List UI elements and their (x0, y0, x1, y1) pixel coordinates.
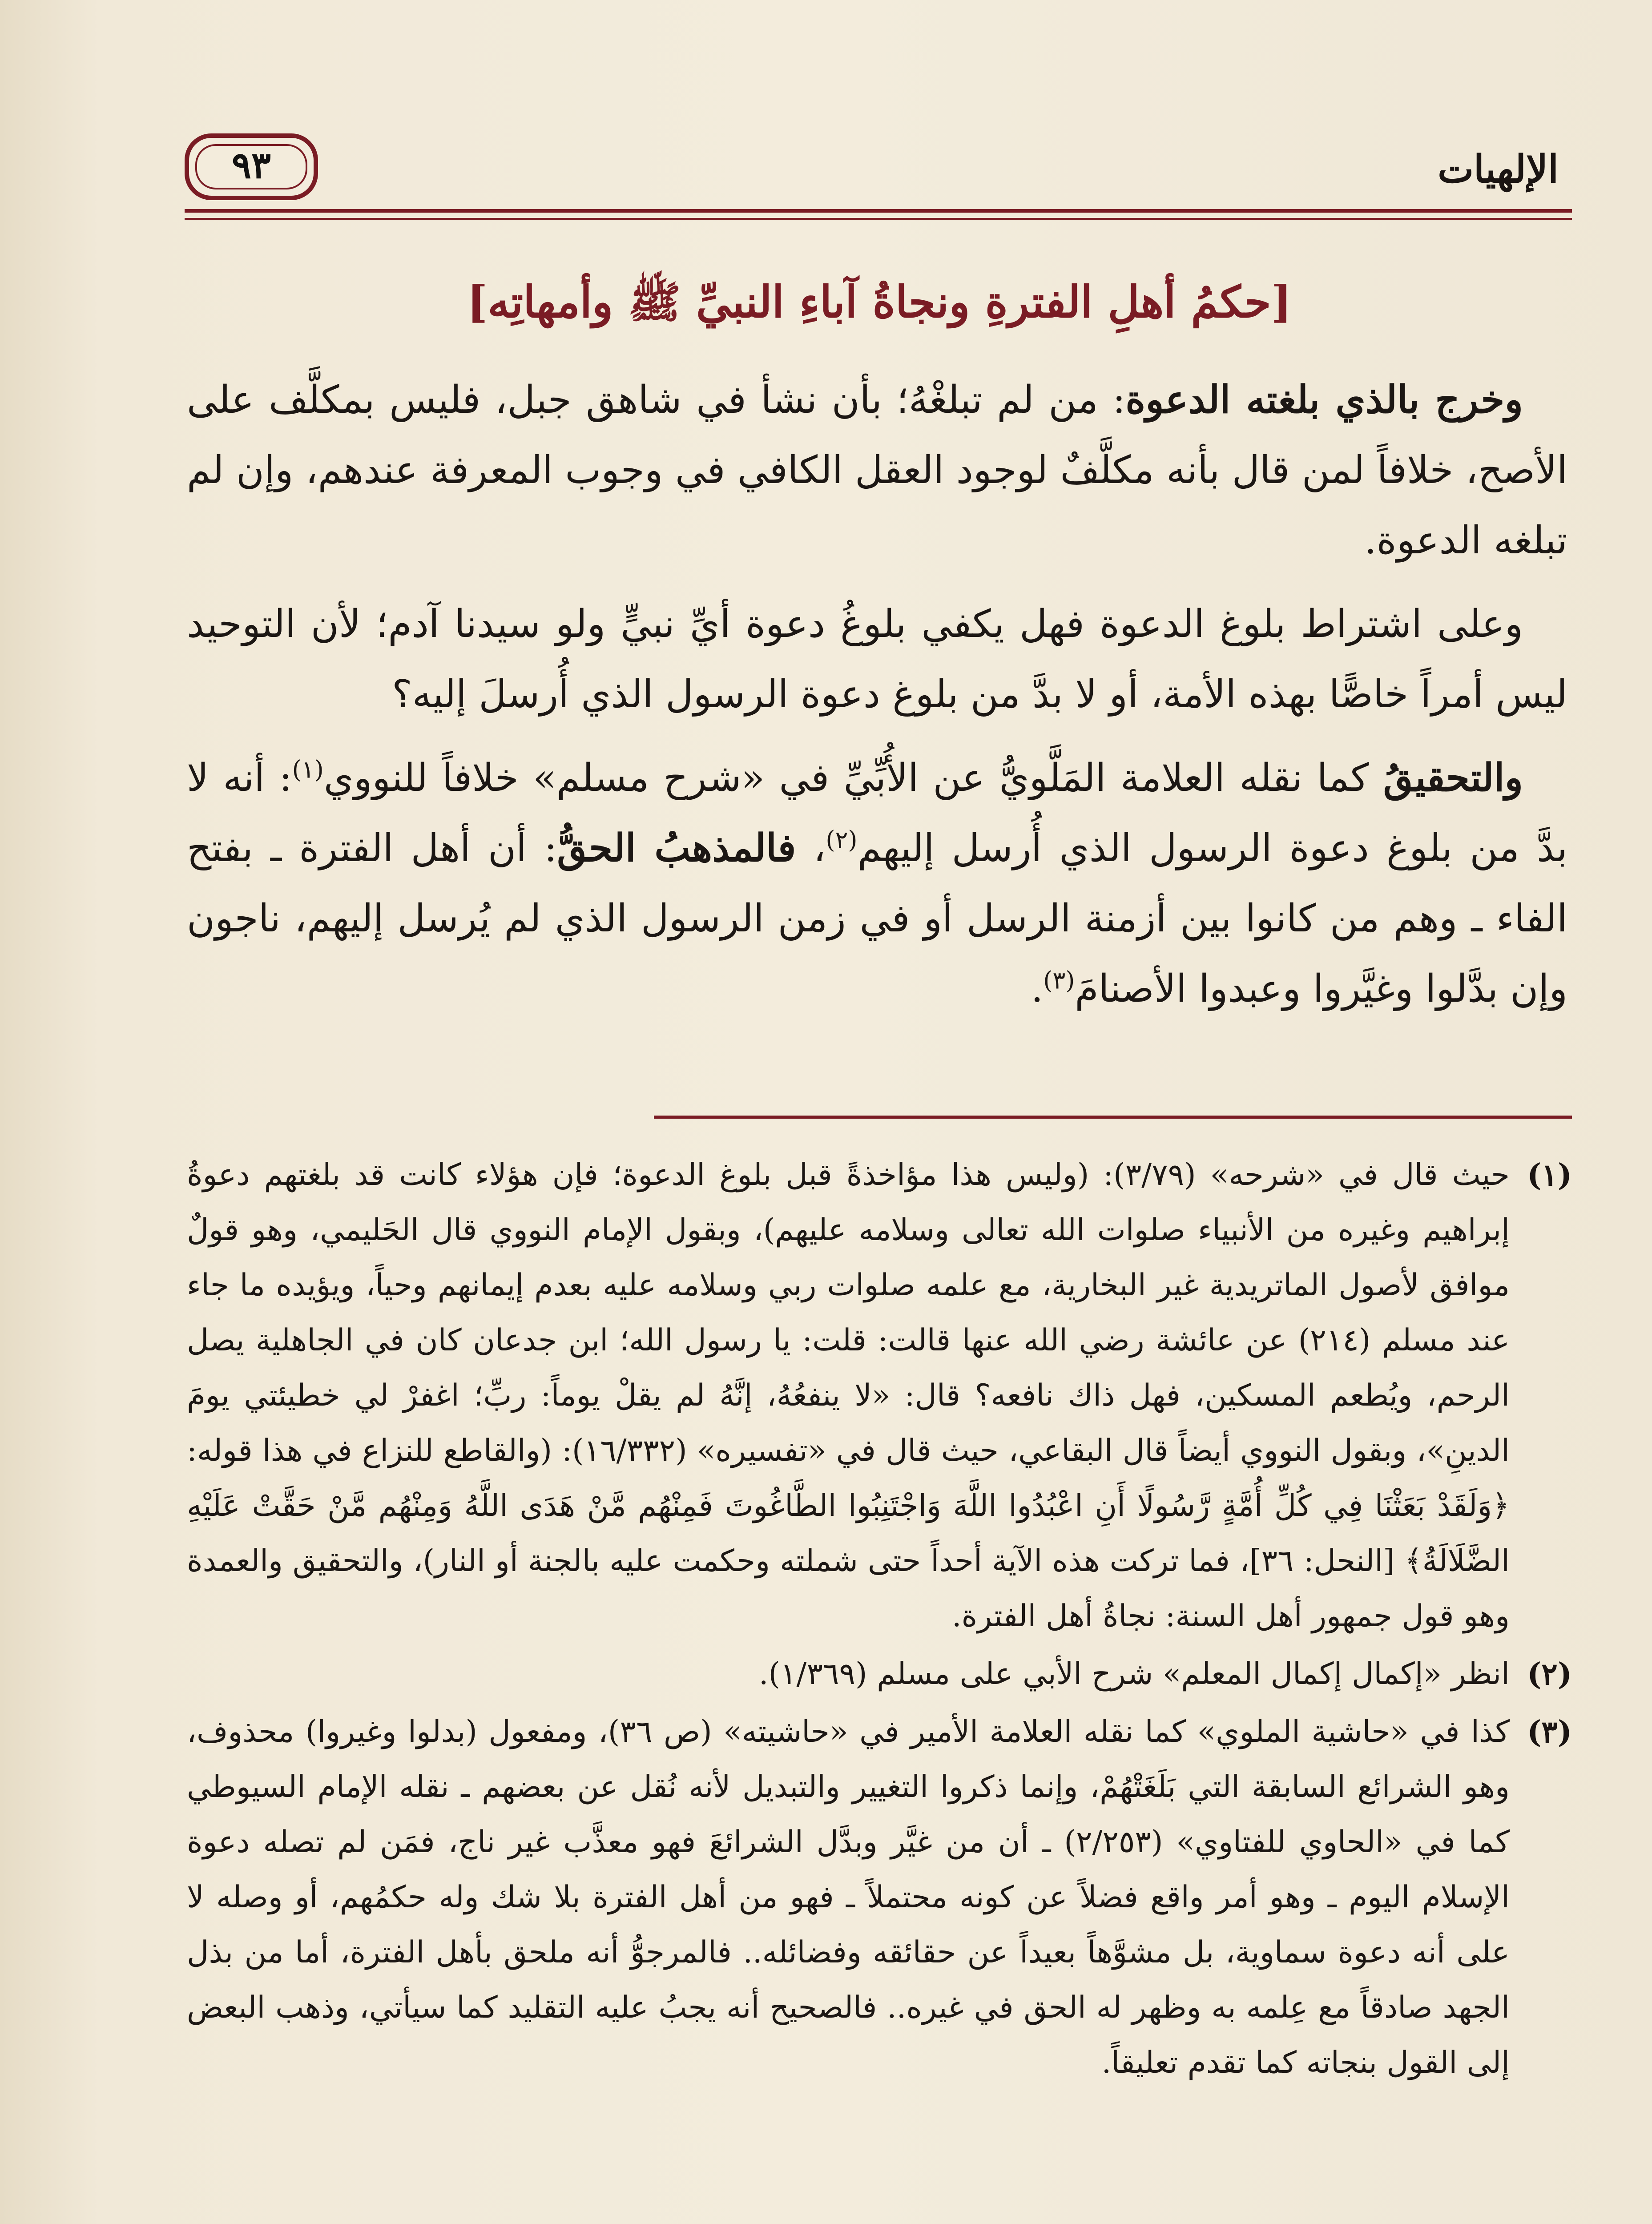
footnote-separator (654, 1116, 1572, 1119)
bold-phrase: وخرج بالذي بلغته الدعوة (1125, 377, 1523, 422)
paragraph-text: . (1031, 967, 1044, 1011)
footnote-3 (187, 1704, 1572, 2091)
header-rule (185, 209, 1572, 220)
footnote-text-continued: [النحل: ٣٦]، فما تركت هذه الآية أحداً حتى شملته وحكمت عليه بالجنة أو النار)، والتحقيق والعمدة وهو قول جمهور أهل السنة: نجاةُ أهل الفترة. (187, 1543, 1510, 1634)
paragraph-3 (187, 743, 1567, 1024)
footnote-ref-3[interactable]: (٣) (1043, 966, 1075, 995)
paragraph-1 (187, 365, 1567, 576)
bold-phrase: فالمذهبُ الحقُّ (557, 826, 796, 870)
main-text (187, 365, 1567, 1037)
footnote-number: (٢) (1527, 1656, 1572, 1692)
footnote-text: كذا في «حاشية الملوي» كما نقله العلامة الأمير في «حاشيته» (ص ٣٦)، ومفعول (بدلوا وغيروا) محذوف، وهو الشرائع السابقة التي بَلَغَتْهُمْ، وإنما ذكروا التغيير والتبديل لأنه نُقل عن بعضهم ـ نقله الإمام السيوطي كما في «الحاوي للفتاوي» (٢/٢٥٣) ـ أن من غيَّر وبدَّل الشرائعَ فهو معذَّب غير ناج، فمَن لم تصله دعوة الإسلام اليوم ـ وهو أمر واقع فضلاً عن كونه محتملاً ـ فهو من أهل الفترة بلا شك وله حكمُهم، أو وصله لا على أنه دعوة سماوية، بل مشوَّهاً بعيداً عن حقائقه وفضائله.. فالمرجوُّ أنه ملحق بأهل الفترة، أما من بذل الجهد صادقاً مع عِلمه به وظهر له الحق في غيره.. فالصحيح أنه يجبُ عليه التقليد كما سيأتي، وذهب البعض إلى القول بنجاته كما تقدم تعليقاً. (187, 1714, 1510, 2080)
footnote-number: (١) (1527, 1157, 1572, 1193)
paragraph-text: : من لم تبلغْهُ؛ بأن نشأ في شاهق جبل، فليس بمكلَّف على الأصح، خلافاً لمن قال بأنه مكلَّفٌ لوجود العقل الكافي في وجوب المعرفة عندهم، وإن لم تبلغه الدعوة. (187, 378, 1567, 563)
section-title: [حكمُ أهلِ الفترةِ ونجاةُ آباءِ النبيِّ ﷺ وأمهاتِه] (467, 277, 1292, 328)
footnotes (187, 1148, 1572, 2093)
footnote-text: انظر «إكمال إكمال المعلم» شرح الأبي على مسلم (١/٣٦٩). (758, 1656, 1510, 1692)
footnote-number: (٣) (1527, 1714, 1572, 1750)
footnote-text: حيث قال في «شرحه» (٣/٧٩): (وليس هذا مؤاخذةً قبل بلوغ الدعوة؛ فإن هؤلاء كانت قد بلغتهم دعوةُ إبراهيم وغيره من الأنبياء صلوات الله تعالى وسلامه عليهم)، وبقول الإمام النووي قال الحَليمي، وهو قولٌ موافق لأصول الماتريدية غير البخارية، مع علمه صلوات ربي وسلامه عليه بعدم إيمانهم وحياً، ويؤيده ما جاء عند مسلم (٢١٤) عن عائشة رضي الله عنها قالت: قلت: يا رسول الله؛ ابن جدعان كان في الجاهلية يصل الرحم، ويُطعم المسكين، فهل ذاك نافعه؟ قال: «لا ينفعُهُ، إنَّهُ لم يقلْ يوماً: ربِّ؛ اغفرْ لي خطيئتي يومَ الدينِ»، وبقول النووي أيضاً قال البقاعي، حيث قال في «تفسيره» (١٦/٣٣٢): (والقاطع للنزاع في هذا قوله: (187, 1157, 1510, 1468)
footnote-1 (187, 1148, 1572, 1644)
paragraph-2: وعلى اشتراط بلوغ الدعوة فهل يكفي بلوغُ دعوة أيِّ نبيٍّ ولو سيدنا آدم؛ لأن التوحيد ليس أمراً خاصًّا بهذه الأمة، أو لا بدَّ من بلوغ دعوة الرسول الذي أُرسلَ إليه؟ (187, 602, 1567, 717)
quran-verse: ﴿وَلَقَدْ بَعَثْنَا فِي كُلِّ أُمَّةٍ رَّسُولًا أَنِ اعْبُدُوا اللَّهَ وَاجْتَنِبُوا الطَّاغُوتَ فَمِنْهُم مَّنْ هَدَى اللَّهُ وَمِنْهُم مَّنْ حَقَّتْ عَلَيْهِ الضَّلَالَةُ﴾ (187, 1488, 1510, 1579)
page-number-frame (185, 133, 318, 200)
footnote-2 (187, 1647, 1572, 1702)
paragraph-text: ، (796, 826, 826, 870)
running-title: الإلهيات (1438, 147, 1559, 192)
paragraph-text: : أنه لا بدَّ من بلوغ دعوة الرسول الذي أُرسل إليهم (187, 756, 1567, 870)
footnote-ref-2[interactable]: (٢) (826, 826, 858, 854)
bold-phrase: والتحقيقُ (1383, 755, 1523, 800)
paragraph-text: : أن أهل الفترة ـ بفتح الفاء ـ وهم من كانوا بين أزمنة الرسل أو في زمن الرسول الذي لم يُرسل إليهم، ناجون وإن بدَّلوا وغيَّروا وعبدوا الأصنامَ (187, 826, 1567, 1011)
paragraph-text: كما نقله العلامة المَلَّويُّ عن الأُبِّيِّ في «شرح مسلم» خلافاً للنووي (323, 756, 1383, 800)
page-number: ٩٣ (231, 144, 271, 187)
footnote-ref-1[interactable]: (١) (292, 755, 324, 784)
